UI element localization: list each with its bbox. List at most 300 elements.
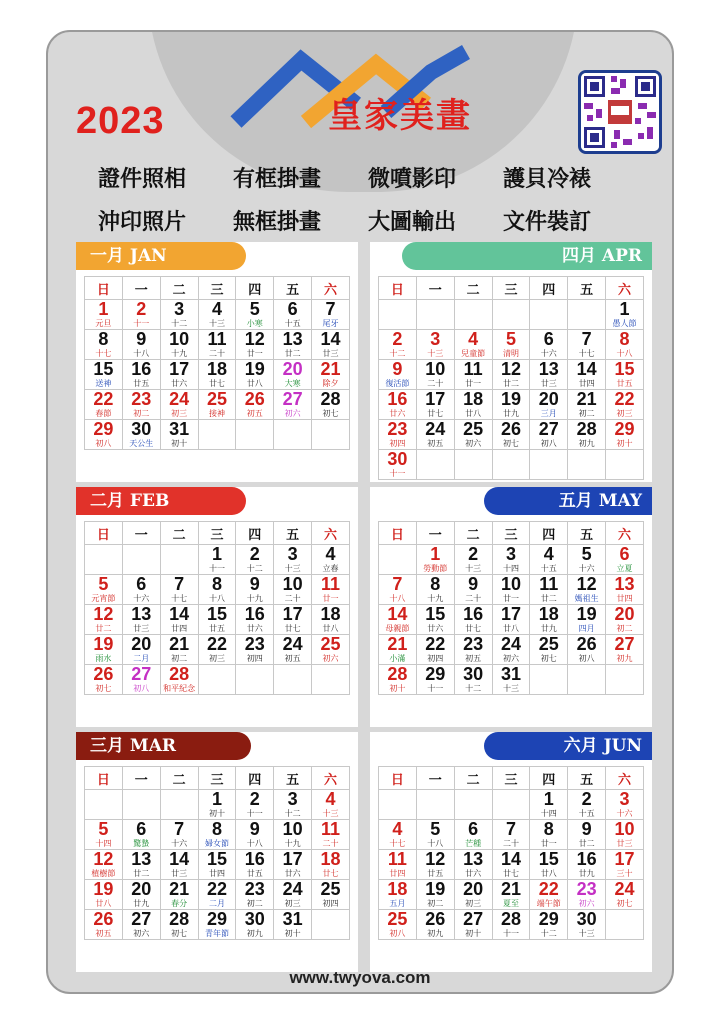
day-cell xyxy=(568,605,606,635)
day-cell xyxy=(492,635,530,665)
day-cell xyxy=(606,820,644,850)
lunar-label: 廿四 xyxy=(171,624,188,633)
lunar-label: 初二 xyxy=(616,624,633,633)
day-number: 7 xyxy=(174,574,185,594)
day-cell xyxy=(568,910,606,940)
lunar-label: 送神 xyxy=(95,379,112,388)
weekday-header: 六 xyxy=(312,522,350,545)
day-cell xyxy=(416,910,454,940)
lunar-label: 二十 xyxy=(284,594,301,603)
day-cell xyxy=(122,635,160,665)
weekday-header: 三 xyxy=(492,277,530,300)
day-number: 11 xyxy=(539,574,559,594)
day-cell xyxy=(454,390,492,420)
day-number: 5 xyxy=(581,544,592,564)
month-panel xyxy=(76,487,358,727)
day-cell xyxy=(85,820,123,850)
day-cell xyxy=(236,635,274,665)
day-number: 7 xyxy=(581,329,592,349)
day-cell xyxy=(312,820,350,850)
day-cell xyxy=(85,910,123,940)
day-number: 1 xyxy=(543,789,554,809)
day-cell xyxy=(379,420,417,450)
day-cell xyxy=(454,605,492,635)
day-number: 13 xyxy=(131,604,152,624)
empty-cell xyxy=(312,665,350,695)
day-number: 28 xyxy=(576,419,597,439)
day-cell xyxy=(85,605,123,635)
lunar-label: 廿五 xyxy=(208,624,225,633)
day-cell xyxy=(606,420,644,450)
day-number: 22 xyxy=(538,879,559,899)
lunar-label: 初十 xyxy=(616,439,633,448)
day-number: 4 xyxy=(325,789,336,809)
day-number: 24 xyxy=(282,634,303,654)
day-number: 3 xyxy=(287,789,298,809)
day-number: 18 xyxy=(206,359,227,379)
day-number: 19 xyxy=(500,389,521,409)
day-number: 13 xyxy=(538,359,559,379)
day-cell xyxy=(606,330,644,360)
day-number: 13 xyxy=(463,849,484,869)
day-cell xyxy=(85,360,123,390)
day-number: 7 xyxy=(392,574,403,594)
day-number: 29 xyxy=(93,419,114,439)
lunar-label: 十六 xyxy=(540,349,557,358)
service-item: 大圖輸出 xyxy=(368,210,457,235)
month-grid xyxy=(378,521,644,695)
day-number: 12 xyxy=(93,849,114,869)
day-cell xyxy=(568,850,606,880)
day-cell xyxy=(606,300,644,330)
lunar-label: 初七 xyxy=(540,654,557,663)
day-cell xyxy=(379,360,417,390)
day-cell xyxy=(416,605,454,635)
day-cell xyxy=(530,880,568,910)
day-number: 26 xyxy=(425,909,446,929)
day-cell xyxy=(274,330,312,360)
service-item: 護貝冷裱 xyxy=(503,167,592,192)
day-number: 22 xyxy=(614,389,635,409)
weekday-header: 四 xyxy=(236,522,274,545)
lunar-label: 初三 xyxy=(284,899,301,908)
day-number: 25 xyxy=(320,879,341,899)
lunar-label: 青年節 xyxy=(204,929,229,938)
lunar-label: 廿五 xyxy=(246,869,263,878)
lunar-label: 夏至 xyxy=(502,899,519,908)
day-number: 14 xyxy=(169,849,190,869)
day-number: 9 xyxy=(249,574,260,594)
day-number: 25 xyxy=(387,909,408,929)
day-cell xyxy=(530,360,568,390)
lunar-label: 廿四 xyxy=(389,869,406,878)
calendar-card xyxy=(46,30,674,994)
day-cell xyxy=(85,665,123,695)
qr-code[interactable] xyxy=(578,70,662,154)
lunar-label: 廿一 xyxy=(246,349,263,358)
day-cell xyxy=(312,635,350,665)
lunar-label: 廿七 xyxy=(502,869,519,878)
day-number: 22 xyxy=(206,879,227,899)
brand-name: 皇家美畫 xyxy=(328,96,472,136)
day-cell xyxy=(454,360,492,390)
day-cell xyxy=(416,420,454,450)
website-url[interactable]: www.twyova.com xyxy=(289,968,431,987)
day-number: 28 xyxy=(500,909,521,929)
day-number: 27 xyxy=(131,664,152,684)
day-number: 4 xyxy=(543,544,554,564)
day-cell xyxy=(416,330,454,360)
lunar-label: 十三 xyxy=(502,684,519,693)
day-cell xyxy=(454,420,492,450)
lunar-label: 十四 xyxy=(95,839,112,848)
day-cell xyxy=(606,360,644,390)
lunar-label: 初十 xyxy=(208,809,225,818)
day-number: 17 xyxy=(282,604,303,624)
empty-cell xyxy=(416,450,454,480)
day-cell xyxy=(312,390,350,420)
lunar-label: 廿六 xyxy=(389,409,406,418)
lunar-label: 廿二 xyxy=(578,839,595,848)
weekday-header: 日 xyxy=(85,767,123,790)
day-cell xyxy=(454,665,492,695)
empty-cell xyxy=(160,545,198,575)
year-label: 2023 xyxy=(76,100,165,142)
month-panel xyxy=(370,487,652,727)
day-cell xyxy=(122,605,160,635)
day-number: 16 xyxy=(131,359,152,379)
lunar-label: 愚人節 xyxy=(612,319,637,328)
lunar-label: 廿三 xyxy=(322,349,339,358)
empty-cell xyxy=(416,790,454,820)
day-cell xyxy=(416,390,454,420)
day-number: 26 xyxy=(576,634,597,654)
weekday-header: 六 xyxy=(606,767,644,790)
lunar-label: 十六 xyxy=(578,564,595,573)
lunar-label: 初二 xyxy=(578,409,595,418)
day-number: 19 xyxy=(244,359,265,379)
day-cell xyxy=(606,850,644,880)
day-cell xyxy=(454,850,492,880)
lunar-label: 初六 xyxy=(578,899,595,908)
day-number: 9 xyxy=(136,329,147,349)
day-number: 6 xyxy=(287,299,298,319)
lunar-label: 廿一 xyxy=(502,594,519,603)
weekday-header: 四 xyxy=(236,767,274,790)
day-number: 10 xyxy=(500,574,521,594)
lunar-label: 十六 xyxy=(171,839,188,848)
lunar-label: 廿三 xyxy=(133,624,150,633)
day-number: 15 xyxy=(206,604,227,624)
month-title: 四月 APR xyxy=(402,242,652,270)
day-cell xyxy=(160,910,198,940)
qr-code-icon xyxy=(581,73,659,151)
lunar-label: 十八 xyxy=(208,594,225,603)
day-cell xyxy=(568,360,606,390)
empty-cell xyxy=(606,910,644,940)
lunar-label: 十一 xyxy=(246,809,263,818)
day-cell xyxy=(85,850,123,880)
day-cell xyxy=(530,420,568,450)
lunar-label: 兒童節 xyxy=(461,349,486,358)
lunar-label: 小寒 xyxy=(246,319,263,328)
day-cell xyxy=(416,880,454,910)
lunar-label: 小滿 xyxy=(389,654,406,663)
day-number: 27 xyxy=(538,419,559,439)
lunar-label: 勞動節 xyxy=(423,564,448,573)
day-number: 21 xyxy=(169,879,190,899)
empty-cell xyxy=(492,790,530,820)
day-number: 8 xyxy=(211,574,222,594)
day-number: 12 xyxy=(93,604,114,624)
weekday-header: 日 xyxy=(379,277,417,300)
lunar-label: 十七 xyxy=(95,349,112,358)
empty-cell xyxy=(568,665,606,695)
empty-cell xyxy=(379,300,417,330)
lunar-label: 初七 xyxy=(502,439,519,448)
day-cell xyxy=(312,880,350,910)
day-cell xyxy=(416,850,454,880)
empty-cell xyxy=(122,790,160,820)
day-number: 11 xyxy=(387,849,407,869)
day-number: 14 xyxy=(169,604,190,624)
day-number: 16 xyxy=(387,389,408,409)
day-number: 21 xyxy=(500,879,521,899)
day-cell xyxy=(416,820,454,850)
day-number: 13 xyxy=(614,574,635,594)
month-grid xyxy=(378,276,644,480)
day-cell xyxy=(492,880,530,910)
empty-cell xyxy=(85,545,123,575)
lunar-label: 初六 xyxy=(502,654,519,663)
weekday-header: 日 xyxy=(85,522,123,545)
day-number: 21 xyxy=(320,359,341,379)
lunar-label: 廿七 xyxy=(322,869,339,878)
lunar-label: 除夕 xyxy=(322,379,339,388)
day-number: 30 xyxy=(463,664,484,684)
day-cell xyxy=(606,790,644,820)
lunar-label: 廿八 xyxy=(322,624,339,633)
lunar-label: 初三 xyxy=(208,654,225,663)
lunar-label: 十九 xyxy=(171,349,188,358)
day-cell xyxy=(454,575,492,605)
day-number: 20 xyxy=(538,389,559,409)
lunar-label: 廿七 xyxy=(284,624,301,633)
day-number: 20 xyxy=(463,879,484,899)
day-number: 29 xyxy=(614,419,635,439)
day-number: 7 xyxy=(505,819,516,839)
lunar-label: 廿六 xyxy=(427,624,444,633)
day-cell xyxy=(122,880,160,910)
day-number: 25 xyxy=(538,634,559,654)
lunar-label: 廿八 xyxy=(502,624,519,633)
lunar-label: 初三 xyxy=(171,409,188,418)
month-title: 二月 FEB xyxy=(76,487,246,515)
day-cell xyxy=(236,330,274,360)
day-cell xyxy=(122,910,160,940)
lunar-label: 二十 xyxy=(322,839,339,848)
weekday-header: 五 xyxy=(568,277,606,300)
service-item: 無框掛畫 xyxy=(233,210,322,235)
day-cell xyxy=(122,820,160,850)
lunar-label: 初十 xyxy=(389,684,406,693)
lunar-label: 初九 xyxy=(616,654,633,663)
lunar-label: 十七 xyxy=(171,594,188,603)
day-cell xyxy=(236,880,274,910)
day-number: 10 xyxy=(425,359,446,379)
day-cell xyxy=(198,635,236,665)
day-number: 12 xyxy=(244,329,265,349)
day-number: 3 xyxy=(430,329,441,349)
weekday-header: 四 xyxy=(236,277,274,300)
lunar-label: 初四 xyxy=(246,654,263,663)
lunar-label: 和平紀念 xyxy=(163,684,196,693)
lunar-label: 廿八 xyxy=(95,899,112,908)
weekday-header: 五 xyxy=(274,277,312,300)
lunar-label: 十二 xyxy=(246,564,263,573)
weekday-header: 一 xyxy=(416,767,454,790)
day-number: 20 xyxy=(131,634,152,654)
lunar-label: 廿九 xyxy=(578,869,595,878)
lunar-label: 十一 xyxy=(208,564,225,573)
day-cell xyxy=(492,390,530,420)
weekday-header: 六 xyxy=(606,522,644,545)
day-cell xyxy=(530,635,568,665)
lunar-label: 十一 xyxy=(389,469,406,478)
day-cell xyxy=(312,360,350,390)
day-number: 6 xyxy=(619,544,630,564)
day-cell xyxy=(198,545,236,575)
day-number: 29 xyxy=(538,909,559,929)
day-number: 25 xyxy=(463,419,484,439)
day-cell xyxy=(160,850,198,880)
lunar-label: 立春 xyxy=(322,564,339,573)
empty-cell xyxy=(160,790,198,820)
day-number: 8 xyxy=(430,574,441,594)
day-number: 8 xyxy=(619,329,630,349)
lunar-label: 十二 xyxy=(171,319,188,328)
lunar-label: 二十 xyxy=(502,839,519,848)
lunar-label: 初五 xyxy=(246,409,263,418)
day-cell xyxy=(198,850,236,880)
lunar-label: 初七 xyxy=(616,899,633,908)
service-item: 沖印照片 xyxy=(98,210,187,235)
day-cell xyxy=(416,665,454,695)
day-cell xyxy=(492,605,530,635)
lunar-label: 廿四 xyxy=(578,379,595,388)
day-number: 24 xyxy=(169,389,190,409)
lunar-label: 初七 xyxy=(95,684,112,693)
lunar-label: 初四 xyxy=(389,439,406,448)
day-cell xyxy=(160,360,198,390)
day-cell xyxy=(492,575,530,605)
lunar-label: 十二 xyxy=(465,684,482,693)
day-number: 27 xyxy=(614,634,635,654)
day-number: 20 xyxy=(282,359,303,379)
day-cell xyxy=(606,575,644,605)
lunar-label: 初十 xyxy=(465,929,482,938)
day-number: 19 xyxy=(93,879,114,899)
day-cell xyxy=(274,790,312,820)
lunar-label: 初五 xyxy=(95,929,112,938)
empty-cell xyxy=(236,420,274,450)
lunar-label: 十一 xyxy=(133,319,150,328)
month-grid xyxy=(84,521,350,695)
day-number: 17 xyxy=(282,849,303,869)
lunar-label: 媽祖生 xyxy=(574,594,599,603)
lunar-label: 廿八 xyxy=(540,869,557,878)
lunar-label: 十三 xyxy=(322,809,339,818)
lunar-label: 十六 xyxy=(616,809,633,818)
lunar-label: 廿六 xyxy=(171,379,188,388)
day-cell xyxy=(312,605,350,635)
day-cell xyxy=(530,605,568,635)
weekday-header: 四 xyxy=(530,277,568,300)
day-number: 23 xyxy=(463,634,484,654)
empty-cell xyxy=(606,450,644,480)
day-number: 14 xyxy=(320,329,341,349)
day-number: 10 xyxy=(282,574,303,594)
lunar-label: 十八 xyxy=(427,839,444,848)
month-title: 六月 JUN xyxy=(484,732,652,760)
day-cell xyxy=(379,605,417,635)
day-cell xyxy=(454,910,492,940)
day-cell xyxy=(416,360,454,390)
lunar-label: 廿五 xyxy=(616,379,633,388)
day-number: 16 xyxy=(244,604,265,624)
day-cell xyxy=(568,635,606,665)
lunar-label: 初三 xyxy=(465,899,482,908)
lunar-label: 植樹節 xyxy=(91,869,116,878)
lunar-label: 十五 xyxy=(578,809,595,818)
day-cell xyxy=(530,575,568,605)
lunar-label: 二十 xyxy=(465,594,482,603)
lunar-label: 端午節 xyxy=(536,899,561,908)
day-number: 17 xyxy=(169,359,190,379)
lunar-label: 廿六 xyxy=(246,624,263,633)
day-number: 28 xyxy=(320,389,341,409)
empty-cell xyxy=(312,910,350,940)
lunar-label: 初八 xyxy=(95,439,112,448)
lunar-label: 初六 xyxy=(322,654,339,663)
day-cell xyxy=(492,910,530,940)
day-number: 16 xyxy=(244,849,265,869)
day-number: 1 xyxy=(211,789,222,809)
weekday-header: 日 xyxy=(85,277,123,300)
day-number: 31 xyxy=(169,419,190,439)
lunar-label: 初二 xyxy=(133,409,150,418)
lunar-label: 廿七 xyxy=(465,624,482,633)
day-number: 6 xyxy=(543,329,554,349)
services-list xyxy=(98,162,638,236)
lunar-label: 五月 xyxy=(389,899,406,908)
day-cell xyxy=(198,575,236,605)
lunar-label: 元旦 xyxy=(95,319,112,328)
service-item: 微噴影印 xyxy=(368,167,457,192)
day-cell xyxy=(274,910,312,940)
day-cell xyxy=(236,300,274,330)
lunar-label: 復活節 xyxy=(385,379,410,388)
day-number: 5 xyxy=(98,819,109,839)
lunar-label: 十三 xyxy=(208,319,225,328)
weekday-header: 三 xyxy=(198,522,236,545)
lunar-label: 廿一 xyxy=(540,839,557,848)
day-cell xyxy=(85,330,123,360)
service-item: 證件照相 xyxy=(98,167,187,192)
day-cell xyxy=(312,300,350,330)
weekday-header: 五 xyxy=(274,522,312,545)
day-cell xyxy=(122,665,160,695)
